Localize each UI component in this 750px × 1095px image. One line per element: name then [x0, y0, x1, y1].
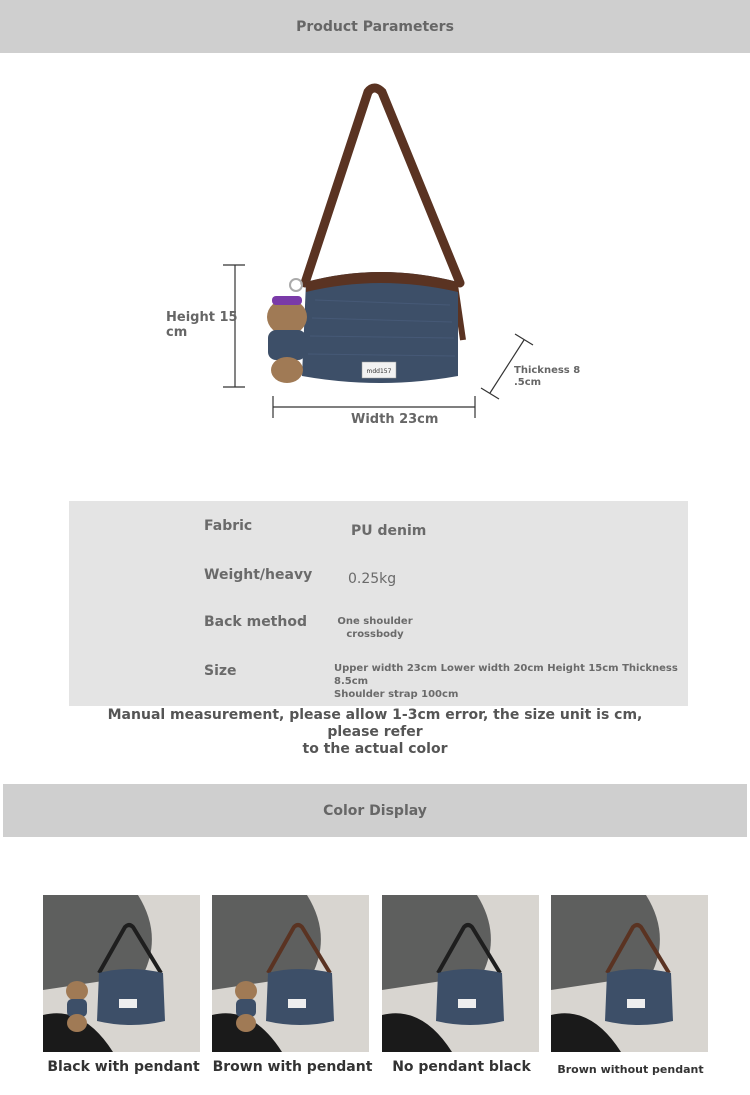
- thickness-label-line2: .5cm: [514, 377, 542, 388]
- color-display-header: [3, 784, 747, 837]
- width-label: Width 23cm: [351, 412, 439, 427]
- param-key-back-method: Back method: [204, 614, 307, 630]
- param-value-back-method: [335, 615, 415, 641]
- color-thumbnail[interactable]: [382, 895, 539, 1052]
- param-value-size-line2: Shoulder strap 100cm: [334, 689, 459, 700]
- param-key-size: Size: [204, 663, 237, 679]
- bag-photo-icon: [212, 895, 369, 1052]
- product-illustration: [0, 53, 750, 493]
- color-thumbnail[interactable]: [551, 895, 708, 1052]
- measurement-note: [95, 707, 655, 758]
- param-value-size-line1: Upper width 23cm Lower width 20cm Height 15cm Thickness 8.5cm: [334, 663, 678, 687]
- bag-photo-icon: [382, 895, 539, 1052]
- bag-photo-icon: [43, 895, 200, 1052]
- param-value-back-method-line2: crossbody: [346, 629, 404, 640]
- color-caption: Brown without pendant: [557, 1063, 704, 1076]
- param-value-fabric: PU denim: [351, 523, 427, 539]
- color-thumbnail[interactable]: [212, 895, 369, 1052]
- product-parameters-title: Product Parameters: [296, 18, 454, 35]
- color-display-title: Color Display: [323, 802, 427, 819]
- color-caption: Brown with pendant: [212, 1059, 373, 1075]
- param-value-weight: 0.25kg: [348, 571, 397, 587]
- product-parameters-header: [0, 0, 750, 53]
- bag-photo-icon: [551, 895, 708, 1052]
- color-caption: Black with pendant: [47, 1059, 200, 1075]
- color-thumbnail[interactable]: [43, 895, 200, 1052]
- measurement-note-line2: to the actual color: [302, 741, 448, 757]
- color-caption: No pendant black: [392, 1059, 531, 1075]
- param-value-back-method-line1: One shoulder: [337, 616, 413, 627]
- param-value-size: [334, 662, 688, 701]
- parameter-table: [69, 501, 688, 706]
- bag-label-text: mdd157: [366, 368, 392, 375]
- param-key-fabric: Fabric: [204, 518, 253, 534]
- thickness-label-line1: Thickness 8: [514, 365, 581, 376]
- height-label: [166, 310, 238, 340]
- param-key-weight: Weight/heavy: [204, 567, 313, 583]
- height-label-line1: Height 15: [166, 310, 238, 325]
- height-label-line2: cm: [166, 325, 188, 340]
- thickness-label: [514, 365, 580, 389]
- measurement-note-line1: Manual measurement, please allow 1-3cm error, the size unit is cm, please refer: [107, 707, 643, 740]
